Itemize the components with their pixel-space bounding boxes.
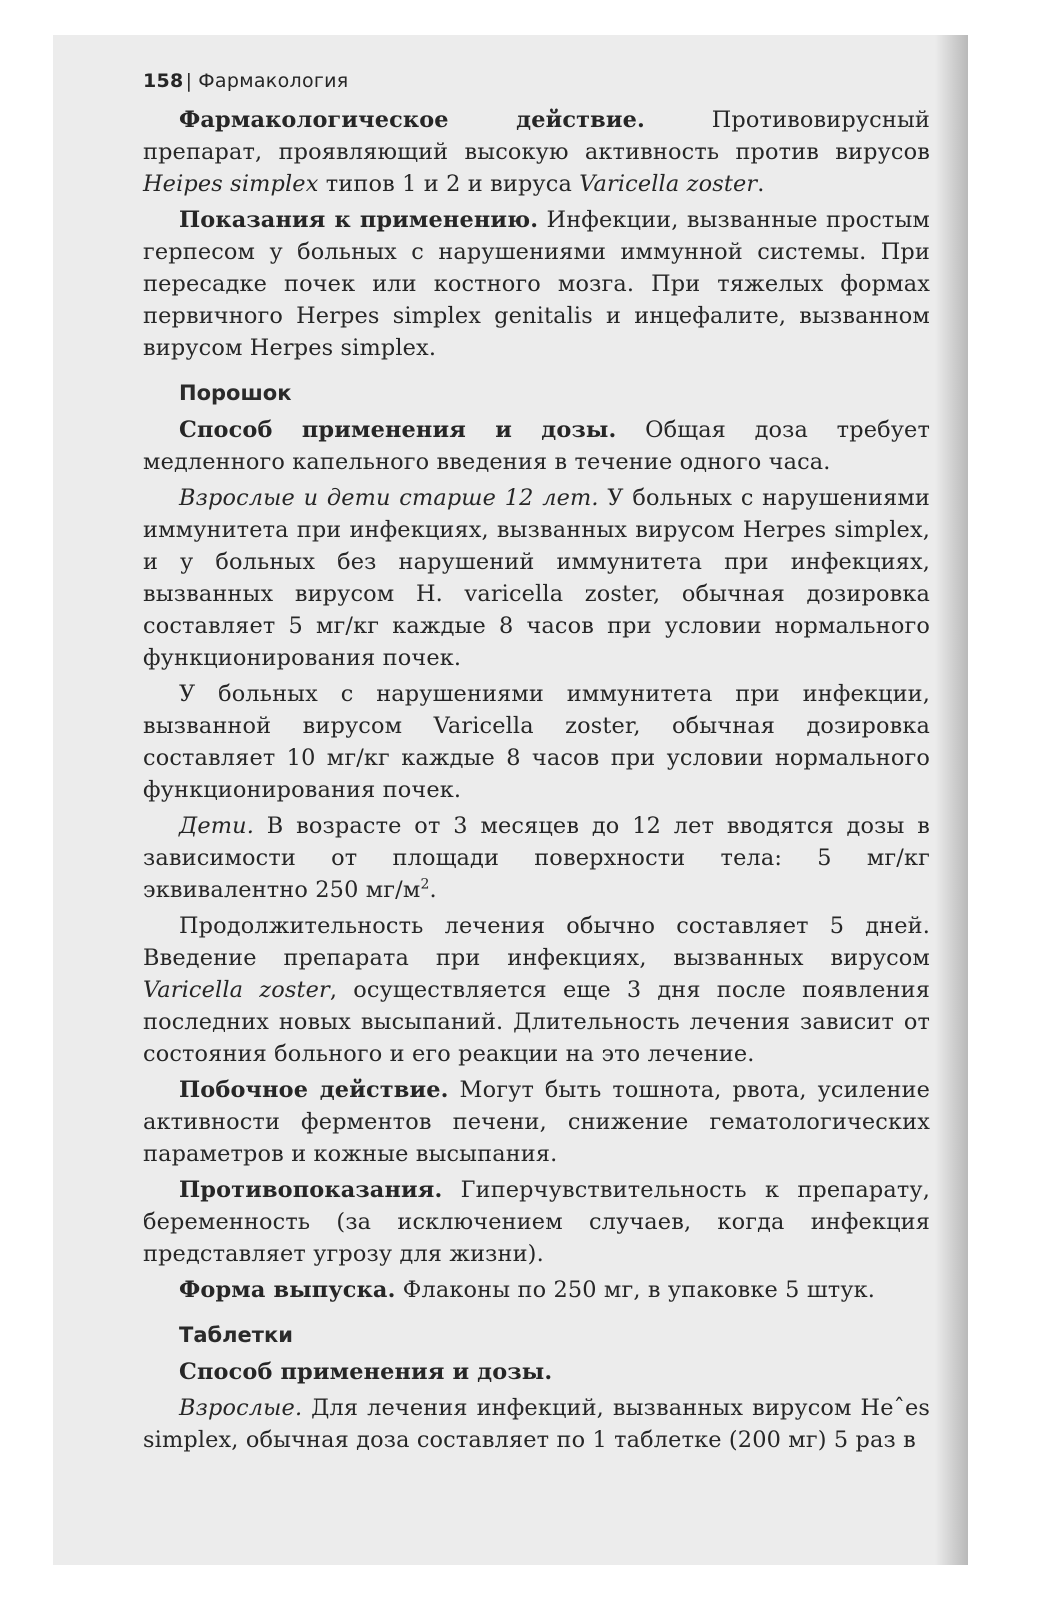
book-page	[143, 66, 930, 1456]
paragraph-text: В возрасте от 3 месяцев до 12 лет вводятся дозы в зависимости от площади поверхности тела: 5 мг/кг эквивалентно 250 мг/м	[143, 813, 930, 903]
paragraph-text: типов 1 и 2 и вируса	[318, 171, 580, 197]
paragraph-duration	[143, 910, 930, 1070]
term-dosage: Способ применения и дозы.	[179, 417, 617, 443]
paragraph-adults-tablets	[143, 1392, 930, 1456]
term-indications: Показания к применению.	[179, 207, 539, 233]
paragraph-text: У больных с нарушениями иммунитета при инфекции, вызванной вирусом Varicella zoster, обычная дозировка составляет 10 мг/кг каждые 8 часов при условии нормального функционирования почек.	[143, 681, 930, 803]
paragraph-text: У больных с нарушениями иммунитета при инфекциях, вызванных вирусом Herpes simplex, и у больных без нарушений иммунитета при инфекциях, вызванных вирусом H. varicella zoster, обычная дозировка составляет 5 мг/кг каждые 8 часов при условии нормального функционирования почек.	[143, 485, 930, 671]
virus-name: Varicella zoster	[579, 171, 758, 197]
subheading-children: Дети.	[179, 813, 254, 839]
book-spine-shadow	[935, 35, 968, 1565]
heading-tablets: Таблетки	[179, 1323, 293, 1347]
superscript: 2	[420, 876, 430, 893]
paragraph-text: .	[757, 171, 765, 197]
subheading-adults-children: Взрослые и дети старше 12 лет.	[179, 485, 599, 511]
running-head	[143, 66, 930, 96]
paragraph-text: Флаконы по 250 мг, в упаковке 5 штук.	[395, 1277, 876, 1303]
page-number: 158	[143, 70, 184, 92]
term-release-form: Форма выпуска.	[179, 1277, 396, 1303]
paragraph-immuno-varicella	[143, 678, 930, 806]
paragraph-text: Для лечения инфекций, вызванных вирусом Heˆes simplex, обычная доза составляет по 1 таблетке (200 мг) 5 раз в	[143, 1395, 930, 1453]
paragraph-powder-dosage	[143, 414, 930, 478]
term-pharmacological-action: Фармакологическое действие.	[179, 107, 645, 133]
paragraph-adults-children	[143, 482, 930, 674]
term-side-effects: Побочное действие.	[179, 1077, 449, 1103]
paragraph-text: Общая доза требует медленного капельного введения в течение одного часа.	[143, 417, 930, 475]
paragraph-tablets-dosage	[143, 1356, 930, 1388]
paragraph-text: .	[429, 877, 437, 903]
book-title: Фармакология	[198, 70, 349, 92]
term-dosage: Способ применения и дозы.	[179, 1359, 553, 1385]
paragraph-text: Гиперчувствительность к препарату, беременность (за исключением случаев, когда инфекция представляет угрозу для жизни).	[143, 1177, 930, 1267]
paragraph-contraindications	[143, 1174, 930, 1270]
heading-powder: Порошок	[179, 381, 292, 405]
header-divider: |	[185, 70, 193, 92]
paragraph-side-effects	[143, 1074, 930, 1170]
virus-name: Varicella zoster	[143, 977, 330, 1003]
paragraph-text: Противовирусный препарат, проявляющий высокую активность против вирусов	[143, 107, 930, 165]
paragraph-text: Инфекции, вызванные простым герпесом у больных с нарушениями иммунной системы. При пересадке почек или костного мозга. При тяжелых формах первичного Herpes simplex genitalis и инцефалите, вызванном вирусом Herpes simplex.	[143, 207, 930, 361]
paragraph-release-form	[143, 1274, 930, 1306]
paragraph-children	[143, 810, 930, 906]
virus-name: Heipes simplex	[143, 171, 319, 197]
term-contraindications: Противопоказания.	[179, 1177, 443, 1203]
subheading-adults: Взрослые.	[179, 1395, 303, 1421]
paragraph-indications	[143, 204, 930, 364]
paragraph-text: Могут быть тошнота, рвота, усиление активности ферментов печени, снижение гематологических параметров и кожные высыпания.	[143, 1077, 930, 1167]
paragraph-text: , осуществляется еще 3 дня после появления последних новых высыпаний. Длительность лечения зависит от состояния больного и его реакции на это лечение.	[143, 977, 930, 1067]
paragraph-text: Продолжительность лечения обычно составляет 5 дней. Введение препарата при инфекциях, вызванных вирусом	[143, 913, 930, 971]
paragraph-pharmacological-action	[143, 104, 930, 200]
